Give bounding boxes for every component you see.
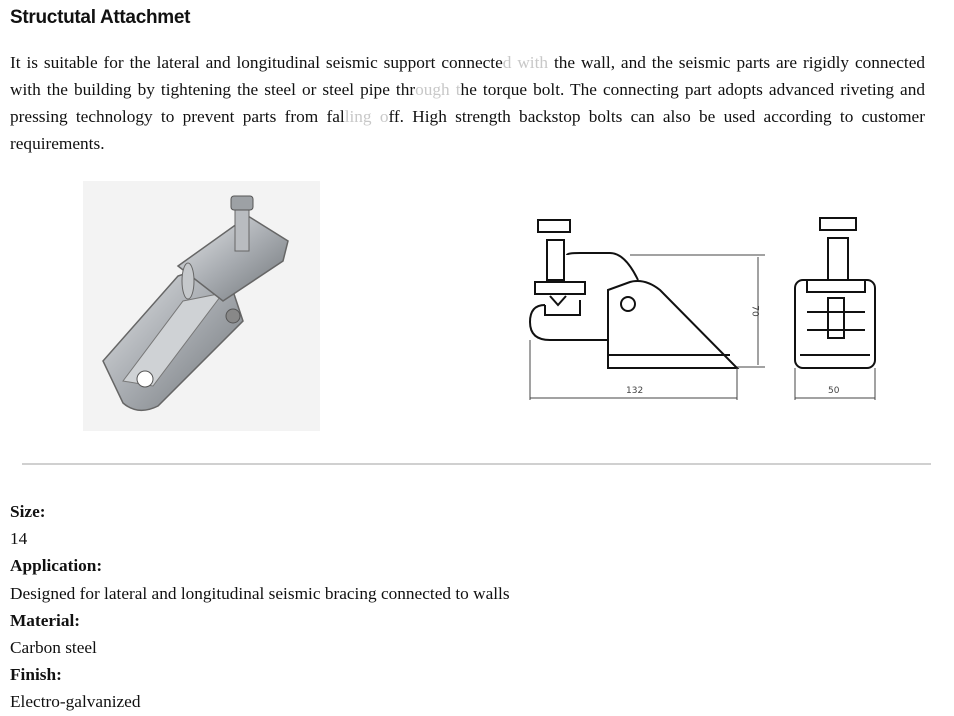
page-title: Structutal Attachmet	[10, 7, 191, 28]
product-description	[10, 49, 925, 157]
spec-label-size: Size:	[10, 502, 46, 521]
description-text-faded: d with	[502, 53, 549, 72]
description-text-faded: ough t	[415, 80, 461, 99]
product-photo	[83, 181, 320, 431]
dimension-width: 50	[828, 386, 840, 396]
spec-value-material: Carbon steel	[10, 638, 97, 658]
spec-list	[10, 498, 510, 716]
dimension-length: 132	[626, 386, 644, 396]
spec-value-application: Designed for lateral and longitudinal seismic bracing connected to walls	[10, 583, 510, 603]
description-text: the wall, and the seismic parts are rigidly connected with the building by tightening the steel or steel pipe thr	[10, 53, 926, 99]
description-text: ff. High strength backstop bolts can also be used according to customer requirements.	[10, 107, 925, 153]
description-text: It is suitable for the lateral and longitudinal seismic support connecte	[10, 53, 503, 72]
spec-label-application: Application:	[10, 556, 103, 576]
section-divider	[22, 463, 931, 465]
description-text-faded: ling o	[344, 107, 389, 126]
spec-label-finish: Finish:	[10, 665, 62, 685]
spec-value-finish: Electro-galvanized	[10, 692, 141, 712]
spec-value-size: 14	[10, 529, 28, 549]
dimension-height: 70	[749, 305, 760, 317]
description-text: he torque bolt. The connecting part adopts advanced riveting and pressing technology to prevent parts from fal	[10, 80, 925, 126]
spec-label-material: Material:	[10, 610, 81, 630]
technical-drawing	[510, 200, 890, 415]
